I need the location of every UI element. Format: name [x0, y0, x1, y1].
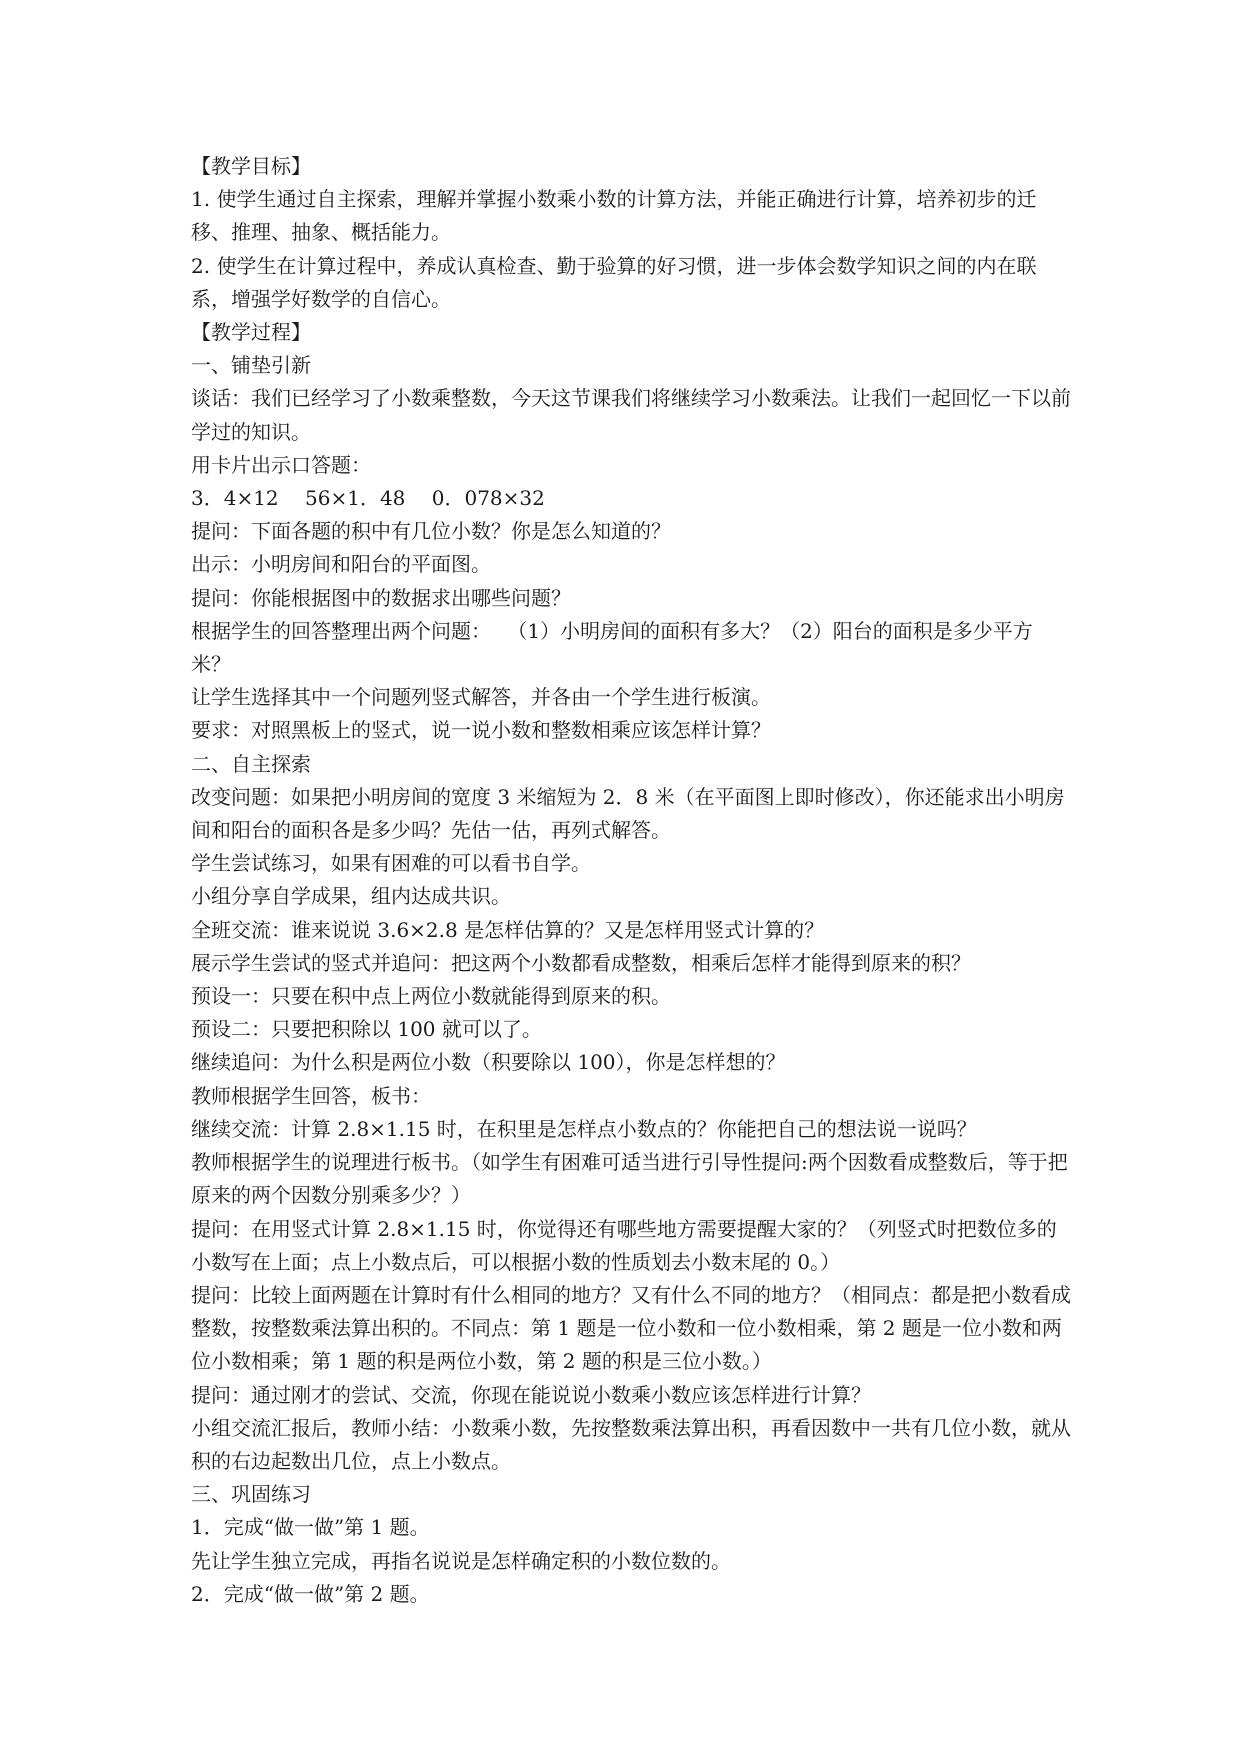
paragraph: 要求：对照黑板上的竖式，说一说小数和整数相乘应该怎样计算？ — [191, 718, 771, 743]
subsection-heading-2: 二、自主探索 — [191, 751, 311, 776]
paragraph: 谈话：我们已经学习了小数乘整数，今天这节课我们将继续学习小数乘法。让我们一起回忆一下以前学过的知识。 — [191, 386, 1071, 444]
section-heading-teaching-goals: 【教学目标】 — [191, 154, 311, 178]
goal-item-1: 1. 使学生通过自主探索，理解并掌握小数乘小数的计算方法，并能正确进行计算，培养初步的迁移、推理、抽象、概括能力。 — [191, 187, 1037, 245]
paragraph: 提问：通过刚才的尝试、交流，你现在能说说小数乘小数应该怎样进行计算？ — [191, 1382, 871, 1407]
subsection-heading-1: 一、铺垫引新 — [191, 353, 311, 378]
paragraph: 提问：比较上面两题在计算时有什么相同的地方？又有什么不同的地方？（相同点：都是把小数看成整数，按整数乘法算出积的。不同点：第 1 题是一位小数和一位小数相乘，第 2 题是一位小数和两位小数相乘；第 1 题的积是两位小数，第 2 题的积是三位小数。） — [191, 1282, 1071, 1374]
paragraph: 让学生选择其中一个问题列竖式解答，并各由一个学生进行板演。 — [191, 685, 771, 710]
subsection-heading-3: 三、巩固练习 — [191, 1482, 311, 1507]
paragraph: 小组交流汇报后，教师小结：小数乘小数，先按整数乘法算出积，再看因数中一共有几位小数，就从积的右边起数出几位，点上小数点。 — [191, 1415, 1071, 1473]
paragraph: 根据学生的回答整理出两个问题： （1）小明房间的面积有多大？（2）阳台的面积是多少平方米？ — [191, 618, 1033, 677]
paragraph: 预设二：只要把积除以 100 就可以了。 — [191, 1017, 542, 1042]
paragraph: 展示学生尝试的竖式并追问：把这两个小数都看成整数，相乘后怎样才能得到原来的积？ — [191, 950, 971, 975]
oral-exercise-line: 3．4×12 56×1．48 0．078×32 — [191, 486, 545, 511]
exercise-item-2: 2．完成“做一做”第 2 题。 — [191, 1581, 430, 1606]
paragraph: 预设一：只要在积中点上两位小数就能得到原来的积。 — [191, 984, 671, 1009]
paragraph: 提问：在用竖式计算 2.8×1.15 时，你觉得还有哪些地方需要提醒大家的？（列竖式时把数位多的小数写在上面；点上小数点后，可以根据小数的性质划去小数末尾的 0。） — [191, 1216, 1057, 1274]
paragraph: 教师根据学生的说理进行板书。（如学生有困难可适当进行引导性提问:两个因数看成整数后，等于把原来的两个因数分别乘多少？） — [191, 1150, 1068, 1208]
document-body — [191, 150, 1071, 1611]
paragraph: 用卡片出示口答题： — [191, 452, 371, 477]
paragraph: 继续交流：计算 2.8×1.15 时，在积里是怎样点小数点的？你能把自己的想法说一说吗？ — [191, 1116, 977, 1141]
paragraph: 全班交流：谁来说说 3.6×2.8 是怎样估算的？又是怎样用竖式计算的？ — [191, 917, 825, 942]
paragraph: 学生尝试练习，如果有困难的可以看书自学。 — [191, 851, 591, 876]
paragraph: 教师根据学生回答，板书： — [191, 1083, 431, 1108]
section-heading-teaching-process: 【教学过程】 — [191, 320, 311, 345]
paragraph: 改变问题：如果把小明房间的宽度 3 米缩短为 2．8 米（在平面图上即时修改），你还能求出小明房间和阳台的面积各是多少吗？先估一估，再列式解答。 — [191, 784, 1065, 843]
paragraph: 先让学生独立完成，再指名说说是怎样确定积的小数位数的。 — [191, 1548, 731, 1573]
exercise-item-1: 1．完成“做一做”第 1 题。 — [191, 1515, 430, 1540]
paragraph: 小组分享自学成果，组内达成共识。 — [191, 884, 511, 909]
paragraph: 提问：下面各题的积中有几位小数？你是怎么知道的？ — [191, 519, 671, 544]
paragraph: 继续追问：为什么积是两位小数（积要除以 100），你是怎样想的？ — [191, 1050, 786, 1075]
paragraph: 出示：小明房间和阳台的平面图。 — [191, 552, 491, 577]
paragraph: 提问：你能根据图中的数据求出哪些问题？ — [191, 585, 571, 610]
goal-item-2: 2. 使学生在计算过程中，养成认真检查、勤于验算的好习惯，进一步体会数学知识之间的内在联系，增强学好数学的自信心。 — [191, 253, 1037, 311]
